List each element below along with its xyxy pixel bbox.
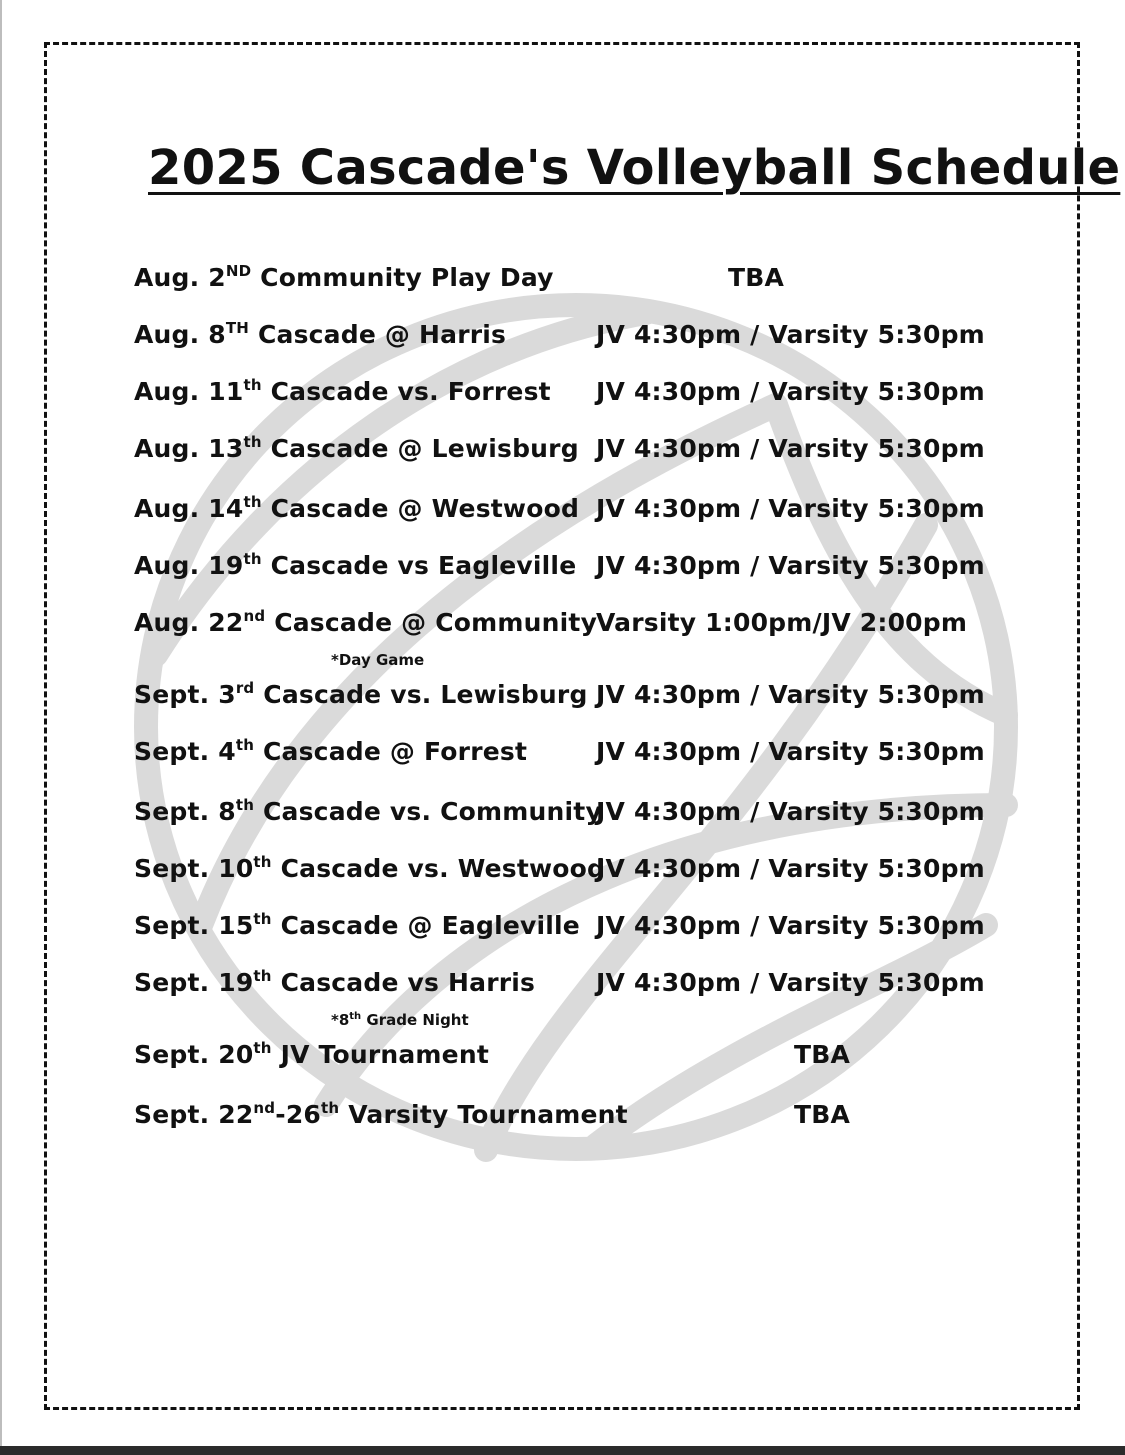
game-time: TBA — [794, 1100, 851, 1129]
page-bottom-edge — [0, 1446, 1125, 1455]
game-time: JV 4:30pm / Varsity 5:30pm — [596, 434, 985, 463]
page-left-edge — [0, 0, 2, 1455]
schedule-row — [134, 317, 1014, 357]
schedule-row — [134, 794, 1014, 834]
grade-night-note: *8th Grade Night — [331, 1011, 469, 1029]
game-time: JV 4:30pm / Varsity 5:30pm — [596, 797, 985, 826]
page-title: 2025 Cascade's Volleyball Schedule — [148, 140, 1121, 196]
game-time: JV 4:30pm / Varsity 5:30pm — [596, 494, 985, 523]
event-label: Aug. 19th Cascade vs Eagleville — [134, 550, 577, 580]
game-time: JV 4:30pm / Varsity 5:30pm — [596, 737, 985, 766]
event-label: Sept. 15th Cascade @ Eagleville — [134, 910, 580, 940]
schedule-row — [134, 374, 1014, 414]
game-time: JV 4:30pm / Varsity 5:30pm — [596, 680, 985, 709]
schedule-row — [134, 677, 1014, 717]
event-label: Sept. 4th Cascade @ Forrest — [134, 736, 528, 766]
game-time: Varsity 1:00pm/JV 2:00pm — [596, 608, 968, 637]
schedule-row — [134, 734, 1014, 774]
event-label: Aug. 2ND Community Play Day — [134, 262, 554, 292]
event-label: Sept. 10th Cascade vs. Westwood — [134, 853, 606, 883]
game-time: JV 4:30pm / Varsity 5:30pm — [596, 320, 985, 349]
event-label: Aug. 22nd Cascade @ Community — [134, 607, 598, 637]
game-time: TBA — [728, 263, 785, 292]
game-time: TBA — [794, 1040, 851, 1069]
event-label: Sept. 3rd Cascade vs. Lewisburg — [134, 679, 588, 709]
game-time: JV 4:30pm / Varsity 5:30pm — [596, 911, 985, 940]
event-label: Sept. 19th Cascade vs Harris — [134, 967, 536, 997]
event-label: Sept. 8th Cascade vs. Community — [134, 796, 602, 826]
schedule-row — [134, 1037, 1014, 1077]
game-time: JV 4:30pm / Varsity 5:30pm — [596, 854, 985, 883]
schedule-row — [134, 491, 1014, 531]
schedule-row — [134, 851, 1014, 891]
schedule-row — [134, 965, 1014, 1005]
schedule-row — [134, 548, 1014, 588]
schedule-row — [134, 908, 1014, 948]
event-label: Sept. 20th JV Tournament — [134, 1039, 489, 1069]
schedule-row — [134, 431, 1014, 471]
event-label: Aug. 14th Cascade @ Westwood — [134, 493, 580, 523]
day-game-note: *Day Game — [331, 651, 425, 669]
schedule-row — [134, 605, 1014, 645]
game-time: JV 4:30pm / Varsity 5:30pm — [596, 968, 985, 997]
schedule-row — [134, 1097, 1014, 1137]
game-time: JV 4:30pm / Varsity 5:30pm — [596, 377, 985, 406]
event-label: Aug. 13th Cascade @ Lewisburg — [134, 433, 579, 463]
schedule-row — [134, 260, 1014, 300]
event-label: Sept. 22nd-26th Varsity Tournament — [134, 1099, 628, 1129]
event-label: Aug. 8TH Cascade @ Harris — [134, 319, 507, 349]
game-time: JV 4:30pm / Varsity 5:30pm — [596, 551, 985, 580]
event-label: Aug. 11th Cascade vs. Forrest — [134, 376, 551, 406]
